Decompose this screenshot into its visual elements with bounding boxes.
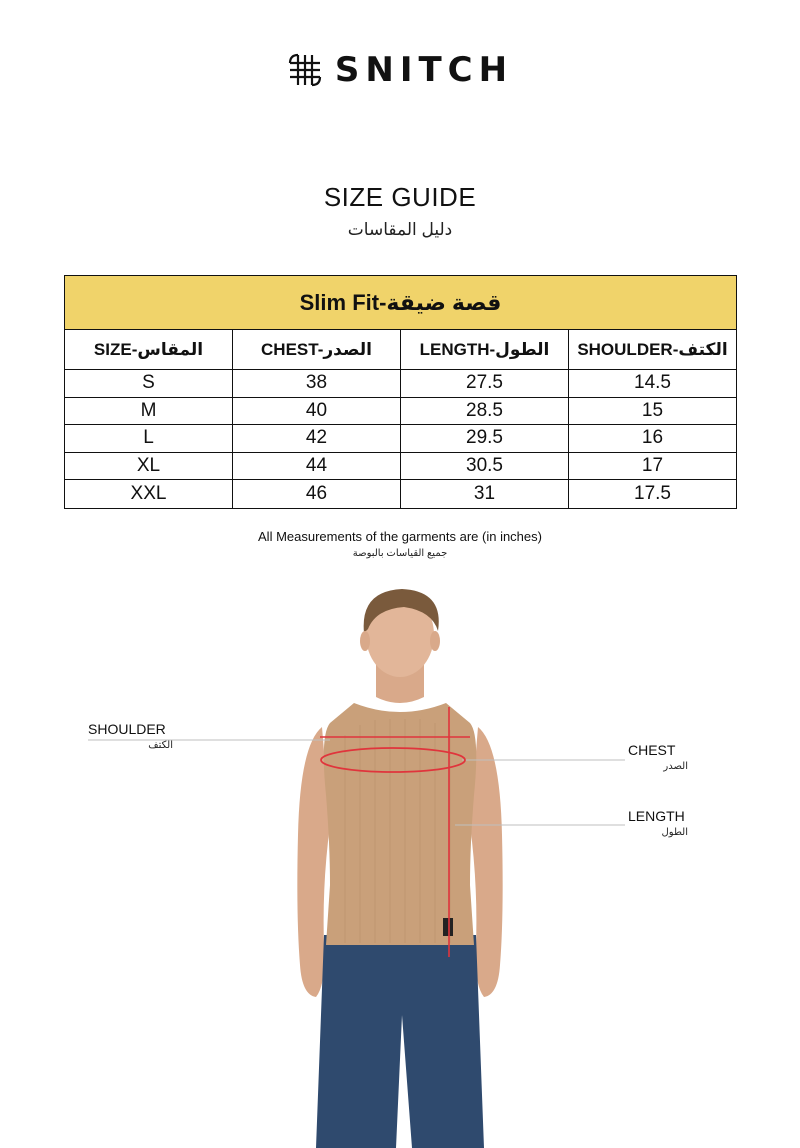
- shoulder-cell: 17: [641, 454, 664, 476]
- garment-tag: [443, 918, 453, 936]
- shoulder-label: SHOULDER: [88, 721, 166, 737]
- measurement-unit-note-arabic: جميع القياسات بالبوصة: [352, 548, 448, 559]
- length-cell: 30.5: [401, 453, 569, 480]
- shoulder-cell: 16: [641, 427, 664, 449]
- size-chart-table: [64, 275, 737, 509]
- chest-cell: 44: [233, 453, 401, 480]
- shoulder-cell: 14.5: [634, 372, 671, 394]
- page-title: SIZE GUIDE: [323, 182, 477, 212]
- brand-name: SNITCH: [334, 50, 514, 90]
- table-row: [65, 425, 736, 453]
- length-cell: 29.5: [401, 425, 569, 452]
- size-cell: M: [65, 398, 233, 425]
- column-header-chest: CHEST-الصدر: [233, 330, 401, 369]
- model-jeans: [316, 935, 484, 1148]
- table-row: [65, 398, 736, 426]
- model-tank-top: [324, 703, 477, 945]
- chest-cell: 38: [233, 370, 401, 397]
- size-cell: S: [65, 370, 233, 397]
- length-label: LENGTH: [628, 808, 685, 824]
- chest-label: CHEST: [628, 742, 676, 758]
- length-cell: 27.5: [401, 370, 569, 397]
- length-cell: 28.5: [401, 398, 569, 425]
- column-header-length: LENGTH-الطول: [401, 330, 569, 369]
- column-header-shoulder: SHOULDER-الكتف: [577, 339, 728, 359]
- model-figure-illustration: [0, 585, 800, 1148]
- column-header-size: SIZE-المقاس: [65, 330, 233, 369]
- size-cell: XXL: [65, 480, 233, 508]
- size-cell: XL: [65, 453, 233, 480]
- chest-cell: 42: [233, 425, 401, 452]
- measurement-unit-note: All Measurements of the garments are (in inches): [258, 529, 542, 544]
- shoulder-cell: 15: [641, 399, 664, 421]
- table-row: [65, 370, 736, 398]
- page-subtitle-arabic: دليل المقاسات: [347, 220, 453, 239]
- size-cell: L: [65, 425, 233, 452]
- shoulder-cell: 17.5: [634, 482, 671, 504]
- chest-label-arabic: الصدر: [663, 761, 688, 772]
- fit-type-header: Slim Fit-قصة ضيقة: [65, 276, 736, 330]
- shoulder-label-arabic: الكتف: [148, 740, 173, 751]
- table-header-row: [65, 330, 736, 370]
- hash-grid-logo-icon: [287, 52, 323, 88]
- length-label-arabic: الطول: [661, 827, 688, 838]
- table-row: [65, 453, 736, 481]
- chest-cell: 40: [233, 398, 401, 425]
- length-cell: 31: [401, 480, 569, 508]
- brand-logo: [0, 52, 800, 88]
- chest-cell: 46: [233, 480, 401, 508]
- table-row: [65, 480, 736, 508]
